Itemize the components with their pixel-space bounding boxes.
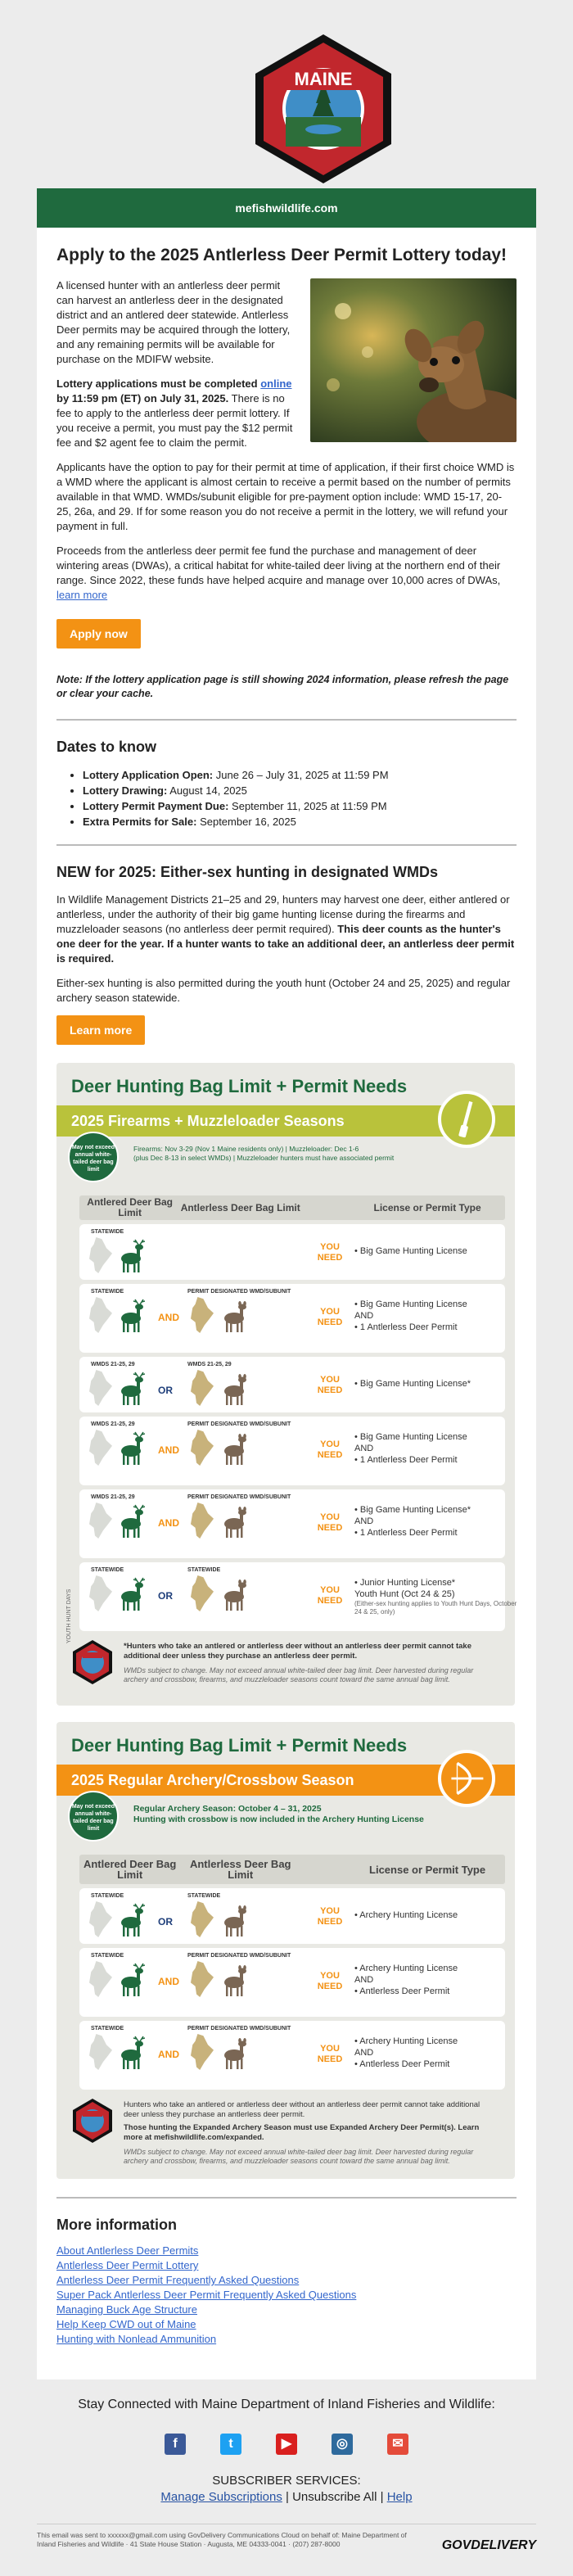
maine-map-icon bbox=[191, 1297, 214, 1333]
license-text bbox=[354, 1431, 518, 1466]
you-need-label: YOU NEED bbox=[317, 1307, 343, 1327]
p4-text: Proceeds from the antlerless deer permit fee fund the purchase and management of deer wintering areas (DWAs), a critical habitat for white-tailed deer living at the northern end of their range. Since 2022, these funds have helped acquire and manage over 10,000 acres of DWAs, bbox=[56, 545, 501, 586]
firearms-rows bbox=[66, 1224, 517, 1644]
antlered-deer-icon bbox=[117, 1963, 145, 2001]
footer bbox=[0, 2379, 573, 2576]
legal-text: This email was sent to xxxxxx@gmail.com using GovDelivery Communications Cloud on behalf of: Maine Department of Inland Fisheries and Wildlife · 41 State House Station · Augusta, ME 04333-0041 · (207) 287-8000 bbox=[37, 2531, 407, 2548]
antlered-area-label: STATEWIDE bbox=[91, 1567, 124, 1573]
date-label: Lottery Application Open: bbox=[83, 769, 214, 781]
col-antlerless: Antlerless Deer Bag Limit bbox=[189, 1858, 291, 1881]
license-line: AND bbox=[354, 1444, 374, 1453]
license-line: • Big Game Hunting License* bbox=[354, 1505, 471, 1515]
date-value: June 26 – July 31, 2025 at 11:59 PM bbox=[213, 769, 389, 781]
either-sex-p1 bbox=[56, 893, 517, 966]
maine-map-icon bbox=[191, 1961, 214, 1997]
season-band bbox=[56, 1765, 515, 1796]
table-row bbox=[79, 2021, 505, 2090]
col-license: License or Permit Type bbox=[373, 1201, 481, 1213]
antlered-area-label: STATEWIDE bbox=[91, 1289, 124, 1295]
maine-map-icon bbox=[89, 1430, 112, 1466]
archery-footnote bbox=[66, 2094, 505, 2166]
more-link[interactable]: Hunting with Nonlead Ammunition bbox=[56, 2333, 217, 2345]
license-text bbox=[354, 1378, 518, 1390]
antlerless-area-label: PERMIT DESIGNATED WMD/SUBUNIT bbox=[187, 2026, 291, 2031]
separator: | bbox=[282, 2490, 293, 2504]
antlered-area-label: WMDS 21-25, 29 bbox=[91, 1362, 135, 1367]
footnote-italic: WMDs subject to change. May not exceed annual white-tailed deer bag limit. Deer harvested during regular archery and crossbow, firearms, and muzzleloader seasons count toward the same annual bag limit. bbox=[124, 1666, 474, 1683]
license-line: AND bbox=[354, 1975, 374, 1985]
license-line: • Antlerless Deer Permit bbox=[354, 2059, 450, 2069]
maine-map-icon bbox=[89, 1961, 112, 1997]
maine-seal-small-icon bbox=[71, 1638, 114, 1686]
date-value: August 14, 2025 bbox=[167, 784, 247, 797]
table-row bbox=[79, 1948, 505, 2017]
lottery-p3: Applicants have the option to pay for their permit at time of application, if their first choice WMD is a WMD where the applicant is almost certain to receive a permit based on the number of permits available in that WMD. WMDs/subunit eligible for pre-payment option include: WMD 15-17, 20-25, 26a, and 29. If for some reason you do not receive a permit in the lottery, we will refund your payment in full. bbox=[56, 461, 515, 532]
you-need-label: YOU NEED bbox=[317, 1971, 343, 1991]
cache-note: Note: If the lottery application page is still showing 2024 information, please refresh the page or clear your cache. bbox=[56, 674, 509, 699]
firearms-infographic bbox=[56, 1063, 515, 1706]
antlered-area-label: STATEWIDE bbox=[91, 1229, 124, 1235]
more-link[interactable]: About Antlerless Deer Permits bbox=[56, 2244, 199, 2257]
more-link[interactable]: Super Pack Antlerless Deer Permit Frequently Asked Questions bbox=[56, 2289, 357, 2301]
antlered-area-label: STATEWIDE bbox=[91, 1893, 124, 1899]
subscriber-links bbox=[0, 2489, 573, 2506]
license-line: • Archery Hunting License bbox=[354, 1964, 458, 1973]
maine-map-icon bbox=[89, 1370, 112, 1406]
footnote-italic: WMDs subject to change. May not exceed annual white-tailed deer bag limit. Deer harvested during regular archery and crossbow, firearms, and muzzleloader seasons count toward the same annual bag limit. bbox=[124, 2148, 474, 2165]
license-text bbox=[354, 1245, 518, 1257]
p2-bold-a: Lottery applications must be completed bbox=[56, 377, 261, 390]
antlered-deer-icon bbox=[117, 1239, 145, 1277]
divider bbox=[56, 2197, 517, 2199]
maine-map-icon bbox=[191, 1370, 214, 1406]
seal-text: MAINE bbox=[294, 69, 353, 89]
maine-seal-small-icon bbox=[71, 2097, 114, 2144]
govdelivery-logo: GOVDELIVERY bbox=[441, 2538, 536, 2552]
date-item bbox=[83, 783, 517, 798]
license-line: • Junior Hunting License* bbox=[354, 1578, 456, 1588]
table-row bbox=[79, 1417, 505, 1485]
maine-map-icon bbox=[191, 1901, 214, 1937]
p1-text: In Wildlife Management Districts 21–25 and 29, hunters may harvest one deer, either antlered or antlerless, under the authority of their big game hunting license during the firearms and muzzleloader seasons (no antlerless deer permit required). bbox=[56, 893, 510, 935]
archery-rows bbox=[66, 1888, 505, 2090]
license-line: Youth Hunt (Oct 24 & 25) bbox=[354, 1589, 455, 1599]
license-line: AND bbox=[354, 1516, 374, 1526]
stay-connected-text: Stay Connected with Maine Department of Inland Fisheries and Wildlife: bbox=[78, 2397, 495, 2411]
antlered-area-label: WMDS 21-25, 29 bbox=[91, 1494, 135, 1500]
unsubscribe-all-link[interactable]: Unsubscribe All bbox=[292, 2490, 377, 2504]
conjunction-label: OR bbox=[158, 1385, 173, 1396]
instagram-icon[interactable]: ◎ bbox=[332, 2434, 353, 2455]
facebook-icon[interactable]: f bbox=[165, 2434, 186, 2455]
table-row bbox=[79, 1284, 505, 1353]
meta-line: Regular Archery Season: October 4 – 31, 2025 bbox=[133, 1804, 322, 1814]
subscriber-title: SUBSCRIBER SERVICES: bbox=[212, 2474, 361, 2488]
separator: | bbox=[377, 2490, 387, 2504]
antlerless-area-label: STATEWIDE bbox=[187, 1567, 221, 1573]
date-value: September 11, 2025 at 11:59 PM bbox=[228, 800, 387, 812]
license-line: • Big Game Hunting License* bbox=[354, 1379, 471, 1389]
date-label: Lottery Drawing: bbox=[83, 784, 168, 797]
date-value: September 16, 2025 bbox=[196, 816, 296, 828]
p2-rest: There is no fee to apply to the antlerless deer permit lottery. If you receive a permit, you must pay the $12 permit fee and $2 agent fee to claim the permit. bbox=[56, 392, 293, 449]
online-link[interactable]: online bbox=[260, 377, 292, 390]
antlerless-deer-icon bbox=[220, 1903, 248, 1941]
license-line: • 1 Antlerless Deer Permit bbox=[354, 1528, 458, 1538]
you-need-label: YOU NEED bbox=[317, 1375, 343, 1395]
dates-list bbox=[83, 767, 517, 829]
license-line: AND bbox=[354, 2048, 374, 2058]
lottery-p4 bbox=[56, 544, 517, 603]
subscriber-services bbox=[0, 2473, 573, 2506]
either-sex-p2: Either-sex hunting is also permitted during the youth hunt (October 24 and 25, 2025) and regular archery season statewide. bbox=[56, 977, 511, 1004]
antlerless-area-label: PERMIT DESIGNATED WMD/SUBUNIT bbox=[187, 1953, 291, 1959]
date-item bbox=[83, 798, 517, 814]
maine-map-icon bbox=[191, 1503, 214, 1539]
lottery-p1: A licensed hunter with an antlerless deer permit can harvest an antlerless deer in the designated district and an antlered deer statewide. Antlerless Deer permits may be acquired through the lottery, and any remaining permits will be available for purchase on the MDIFW website. bbox=[56, 279, 291, 365]
antlerless-deer-icon bbox=[220, 1577, 248, 1616]
date-item bbox=[83, 814, 517, 829]
conjunction-label: AND bbox=[158, 1517, 179, 1529]
license-line: • Big Game Hunting License bbox=[354, 1299, 467, 1309]
table-row bbox=[79, 1357, 505, 1412]
antlered-deer-icon bbox=[117, 1504, 145, 1543]
you-need-label: YOU NEED bbox=[317, 1242, 343, 1263]
email-container bbox=[37, 0, 536, 2379]
site-link[interactable]: mefishwildlife.com bbox=[235, 201, 338, 215]
divider bbox=[56, 844, 517, 846]
season-meta bbox=[66, 1137, 505, 1195]
col-license: License or Permit Type bbox=[369, 1863, 486, 1876]
conjunction-label: AND bbox=[158, 1976, 179, 1987]
email-body-card bbox=[37, 228, 536, 2379]
license-text bbox=[354, 1504, 518, 1539]
firearms-footnote bbox=[66, 1635, 505, 1692]
maine-map-icon bbox=[191, 2034, 214, 2070]
antlerless-area-label: PERMIT DESIGNATED WMD/SUBUNIT bbox=[187, 1421, 291, 1427]
season-label: 2025 Firearms + Muzzleloader Seasons bbox=[71, 1113, 345, 1129]
table-row bbox=[79, 1489, 505, 1558]
you-need-label: YOU NEED bbox=[317, 1439, 343, 1460]
you-need-label: YOU NEED bbox=[317, 1906, 343, 1927]
table-row bbox=[66, 1562, 517, 1644]
season-band bbox=[56, 1105, 515, 1137]
footnote-bold: *Hunters who take an antlered or antlerless deer without an antlerless deer permit cannot take additional deer unless they purchase an antlerless deer permit. bbox=[124, 1642, 471, 1661]
season-meta bbox=[66, 1796, 505, 1855]
table-row bbox=[79, 1224, 505, 1280]
antlered-area-label: WMDS 21-25, 29 bbox=[91, 1421, 135, 1427]
maine-ifw-seal-logo[interactable] bbox=[246, 31, 401, 187]
antlered-deer-icon bbox=[117, 1903, 145, 1941]
license-text bbox=[354, 1299, 518, 1333]
antlerless-deer-icon bbox=[220, 1963, 248, 2001]
conjunction-label: OR bbox=[158, 1590, 173, 1602]
date-label: Lottery Permit Payment Due: bbox=[83, 800, 229, 812]
table-header bbox=[79, 1195, 505, 1220]
license-line: • Big Game Hunting License bbox=[354, 1246, 467, 1256]
maine-map-icon bbox=[89, 2034, 112, 2070]
maine-map-icon bbox=[191, 1430, 214, 1466]
antlerless-deer-icon bbox=[220, 2036, 248, 2074]
antlered-deer-icon bbox=[117, 1577, 145, 1616]
season-dates bbox=[133, 1804, 424, 1825]
license-note: (Either-sex hunting applies to Youth Hunt Days, October 24 & 25, only) bbox=[354, 1600, 517, 1616]
antlerless-area-label: WMDS 21-25, 29 bbox=[187, 1362, 232, 1367]
more-link[interactable]: Antlerless Deer Permit Frequently Asked Questions bbox=[56, 2274, 300, 2286]
meta-line: Firearms: Nov 3-29 (Nov 1 Maine residents only) | Muzzleloader: Dec 1-6 bbox=[133, 1145, 359, 1153]
conjunction-label: AND bbox=[158, 1444, 179, 1456]
maine-map-icon bbox=[89, 1297, 112, 1333]
site-banner bbox=[37, 188, 536, 228]
manage-subscriptions-link[interactable]: Manage Subscriptions bbox=[160, 2490, 282, 2504]
antlerless-area-label: STATEWIDE bbox=[187, 1893, 221, 1899]
license-line: • Big Game Hunting License bbox=[354, 1432, 467, 1442]
antlerless-deer-icon bbox=[220, 1372, 248, 1410]
maine-map-icon bbox=[89, 1901, 112, 1937]
license-text bbox=[354, 1963, 518, 1997]
more-info-section bbox=[56, 2217, 517, 2347]
bag-limit-badge: May not exceed annual white-tailed deer bag limit bbox=[68, 1791, 119, 1842]
dates-heading: Dates to know bbox=[56, 739, 157, 755]
date-label: Extra Permits for Sale: bbox=[83, 816, 197, 828]
antlerless-deer-icon bbox=[220, 1504, 248, 1543]
maine-map-icon bbox=[89, 1503, 112, 1539]
archery-infographic bbox=[56, 1722, 515, 2179]
license-line: • Archery Hunting License bbox=[354, 2036, 458, 2046]
license-line: • Archery Hunting License bbox=[354, 1910, 458, 1920]
more-info-heading: More information bbox=[56, 2217, 177, 2233]
footnote-text: Hunters who take an antlered or antlerless deer without an antlerless deer permit cannot take additional deer unless they purchase an antlerless deer permit. bbox=[124, 2100, 481, 2119]
license-text bbox=[354, 1909, 518, 1921]
legal-footer bbox=[37, 2524, 536, 2576]
date-item bbox=[83, 767, 517, 783]
p1-bold: This deer counts as the hunter's one deer for the year. If a hunter wants to take an additional deer, an antlerless deer permit is required. bbox=[56, 923, 515, 965]
p2-bold-b: by 11:59 pm (ET) on July 31, 2025. bbox=[56, 392, 229, 404]
more-link[interactable]: Managing Buck Age Structure bbox=[56, 2303, 197, 2316]
lottery-intro bbox=[56, 278, 517, 460]
youtube-icon[interactable]: ▶ bbox=[276, 2434, 297, 2455]
antlered-area-label: STATEWIDE bbox=[91, 2026, 124, 2031]
footnote-bold: Those hunting the Expanded Archery Season must use Expanded Archery Deer Permit(s). Learn more at mefishwildlife.com/expanded. bbox=[124, 2123, 480, 2142]
more-link[interactable]: Antlerless Deer Permit Lottery bbox=[56, 2259, 199, 2271]
season-label: 2025 Regular Archery/Crossbow Season bbox=[71, 1772, 354, 1788]
you-need-label: YOU NEED bbox=[317, 1512, 343, 1533]
conjunction-label: OR bbox=[158, 1916, 173, 1927]
antlered-area-label: STATEWIDE bbox=[91, 1953, 124, 1959]
youth-hunt-tag: YOUTH HUNT DAYS bbox=[66, 1589, 72, 1644]
antlered-deer-icon bbox=[117, 1431, 145, 1470]
antlerless-deer-icon bbox=[220, 1299, 248, 1337]
meta-line: Hunting with crossbow is now included in the Archery Hunting License bbox=[133, 1814, 424, 1824]
divider bbox=[56, 719, 517, 721]
maine-map-icon bbox=[89, 1575, 112, 1611]
conjunction-label: AND bbox=[158, 1312, 179, 1323]
conjunction-label: AND bbox=[158, 2049, 179, 2060]
help-link[interactable]: Help bbox=[386, 2490, 413, 2504]
col-antlerless: Antlerless Deer Bag Limit bbox=[180, 1201, 300, 1213]
antlerless-deer-icon bbox=[220, 1431, 248, 1470]
infographic-title: Deer Hunting Bag Limit + Permit Needs bbox=[71, 1076, 408, 1096]
license-text bbox=[354, 1577, 518, 1616]
more-link[interactable]: Help Keep CWD out of Maine bbox=[56, 2318, 196, 2330]
license-line: AND bbox=[354, 1311, 374, 1321]
maine-map-icon bbox=[191, 1575, 214, 1611]
season-dates bbox=[133, 1145, 394, 1163]
apply-now-button[interactable]: Apply now bbox=[56, 619, 141, 649]
learn-more-button[interactable]: Learn more bbox=[56, 1015, 145, 1045]
bag-limit-badge: May not exceed annual white-tailed deer bag limit bbox=[68, 1132, 119, 1182]
you-need-label: YOU NEED bbox=[317, 1585, 343, 1606]
table-row bbox=[79, 1888, 505, 1944]
antlered-deer-icon bbox=[117, 1299, 145, 1337]
antlered-deer-icon bbox=[117, 2036, 145, 2074]
infographic-title: Deer Hunting Bag Limit + Permit Needs bbox=[71, 1735, 408, 1756]
header-logo-area bbox=[37, 0, 536, 188]
table-header bbox=[79, 1855, 505, 1884]
antlerless-area-label: PERMIT DESIGNATED WMD/SUBUNIT bbox=[187, 1494, 291, 1500]
col-antlered: Antlered Deer Bag Limit bbox=[83, 1858, 177, 1881]
maine-map-icon bbox=[89, 1237, 112, 1273]
social-links bbox=[0, 2434, 573, 2455]
learn-more-link[interactable]: learn more bbox=[56, 589, 108, 601]
license-line: • 1 Antlerless Deer Permit bbox=[354, 1455, 458, 1465]
license-line: • 1 Antlerless Deer Permit bbox=[354, 1322, 458, 1332]
either-sex-heading: NEW for 2025: Either-sex hunting in designated WMDs bbox=[56, 864, 439, 880]
email-icon[interactable]: ✉ bbox=[387, 2434, 408, 2455]
you-need-label: YOU NEED bbox=[317, 2044, 343, 2064]
deer-photo bbox=[310, 278, 517, 442]
col-antlered: Antlered Deer Bag Limit bbox=[87, 1196, 173, 1218]
license-line: • Antlerless Deer Permit bbox=[354, 1986, 450, 1996]
meta-line: (plus Dec 8-13 in select WMDs) | Muzzleloader hunters must have associated permit bbox=[133, 1154, 395, 1162]
license-text bbox=[354, 2036, 518, 2070]
antlerless-area-label: PERMIT DESIGNATED WMD/SUBUNIT bbox=[187, 1289, 291, 1295]
antlered-deer-icon bbox=[117, 1372, 145, 1410]
lottery-heading: Apply to the 2025 Antlerless Deer Permit Lottery today! bbox=[56, 246, 508, 264]
twitter-icon[interactable]: t bbox=[220, 2434, 241, 2455]
